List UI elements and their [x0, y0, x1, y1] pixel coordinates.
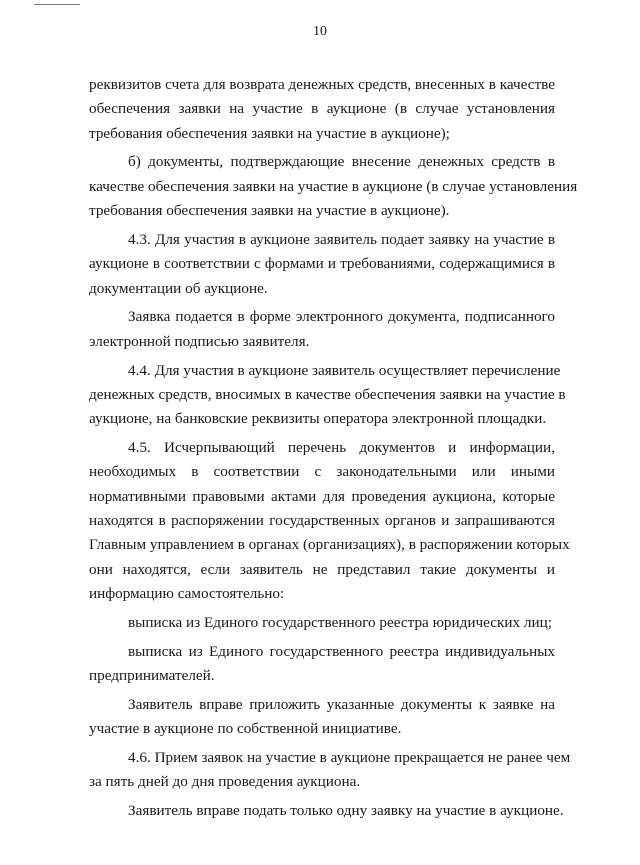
text-line: выписка из Единого государственного реестра индивидуальных [128, 642, 555, 660]
document-body [89, 73, 578, 828]
paragraph-p9 [89, 746, 571, 795]
paragraph-p5 [89, 436, 570, 606]
text-line: денежных средств, вносимых в качестве обеспечения заявки на участие в [89, 385, 566, 403]
paragraph-p7 [89, 640, 555, 689]
text-line: 4.5. Исчерпывающий перечень документов и информации, [128, 439, 555, 457]
text-line: Заявитель вправе подать только одну заявку на участие в аукционе. [128, 802, 564, 820]
scan-corner-mark [34, 4, 80, 5]
paragraph-p8 [89, 693, 555, 742]
text-line: информацию самостоятельно: [89, 584, 285, 602]
text-line: Главным управлением в органах (организациях), в распоряжении которых [89, 536, 570, 554]
text-line: аукционе, на банковские реквизиты оператора электронной площадки. [89, 410, 547, 428]
text-line: находятся в распоряжении государственных органов и запрашиваются [89, 512, 555, 530]
paragraph-p2 [89, 228, 555, 301]
text-line: 4.3. Для участия в аукционе заявитель подает заявку на участие в [128, 230, 555, 248]
paragraph-p0 [89, 73, 555, 146]
text-line: 4.4. Для участия в аукционе заявитель осуществляет перечисление [128, 361, 561, 379]
text-line: участие в аукционе по собственной инициативе. [89, 720, 402, 738]
paragraph-p4 [89, 359, 566, 432]
text-line: выписка из Единого государственного реестра юридических лиц; [128, 613, 552, 631]
paragraph-p6 [89, 611, 555, 635]
text-line: нормативными правовыми актами для проведения аукциона, которые [89, 487, 555, 505]
text-line: электронной подписью заявителя. [89, 332, 310, 350]
text-line: Заявитель вправе приложить указанные документы к заявке на [128, 695, 555, 713]
text-line: реквизитов счета для возврата денежных средств, внесенных в качестве [89, 76, 555, 93]
text-line: Заявка подается в форме электронного документа, подписанного [128, 308, 555, 326]
text-line: аукционе в соответствии с формами и требованиями, содержащимися в [89, 255, 555, 273]
text-line: документации об аукционе. [89, 279, 268, 297]
text-line: требования обеспечения заявки на участие в аукционе); [89, 124, 450, 142]
text-line: необходимых в соответствии с законодательными или иными [89, 463, 555, 481]
paragraph-p3 [89, 305, 555, 354]
text-line: б) документы, подтверждающие внесение денежных средств в [128, 153, 555, 171]
text-line: 4.6. Прием заявок на участие в аукционе прекращается не ранее чем [128, 749, 571, 767]
text-line: за пять дней до дня проведения аукциона. [89, 773, 361, 791]
text-line: качестве обеспечения заявки на участие в аукционе (в случае установления [89, 177, 578, 195]
text-line: обеспечения заявки на участие в аукционе (в случае установления [89, 100, 555, 118]
paragraph-p1 [89, 150, 578, 223]
text-line: требования обеспечения заявки на участие в аукционе). [89, 202, 450, 220]
text-line: они находятся, если заявитель не представил такие документы и [89, 560, 555, 578]
page-number: 10 [313, 24, 327, 39]
text-line: предпринимателей. [89, 666, 215, 684]
paragraph-p10 [89, 799, 564, 823]
